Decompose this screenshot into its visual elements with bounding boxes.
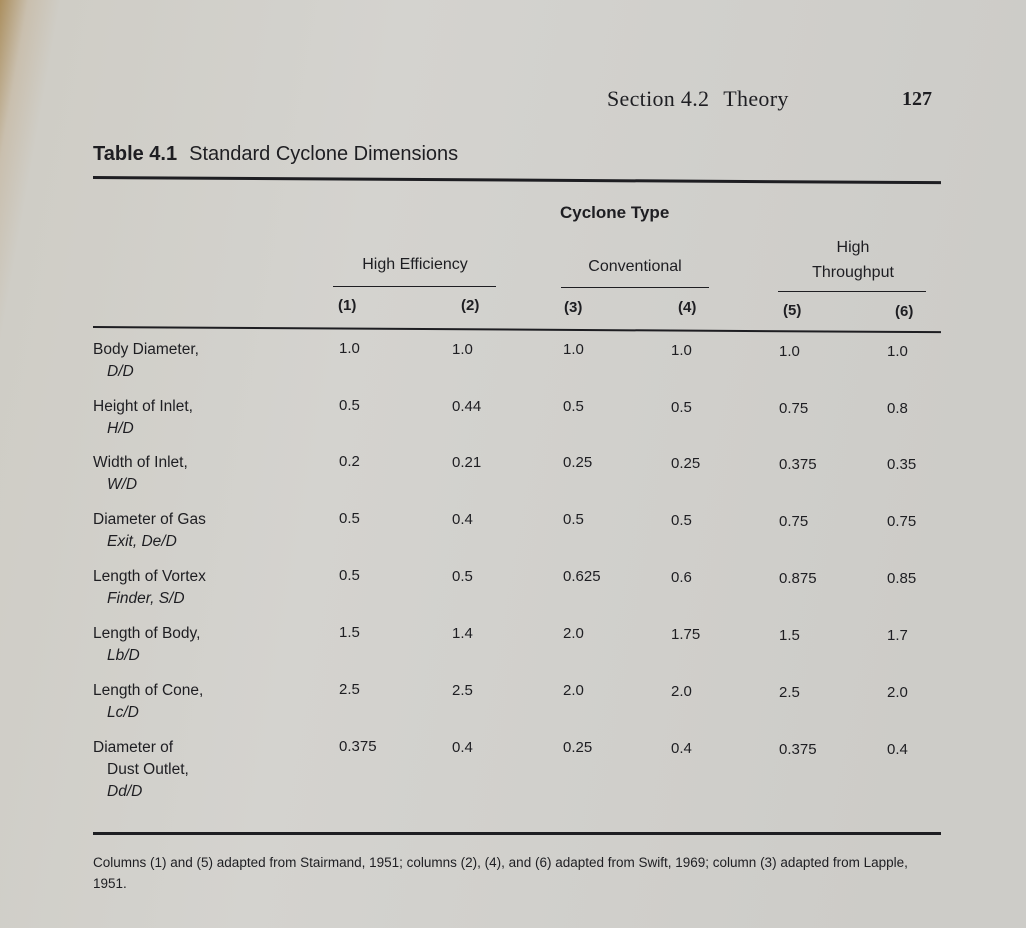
cell-col-6: 1.7	[887, 627, 908, 645]
row-label	[93, 737, 189, 803]
cell-col-3: 0.25	[563, 454, 593, 472]
cell-col-6: 0.35	[887, 456, 917, 474]
cell-col-2: 1.4	[452, 624, 473, 642]
section-title: Theory	[723, 86, 789, 111]
cell-col-5: 0.375	[779, 740, 817, 758]
row-label	[93, 680, 203, 724]
running-head	[607, 86, 789, 112]
cyclone-type-heading: Cyclone Type	[560, 203, 670, 222]
top-rule	[93, 176, 941, 184]
row-label-line-2: Finder, S/D	[107, 590, 185, 607]
row-label-line-1: Length of Vortex	[93, 568, 206, 585]
cell-col-5: 1.0	[779, 342, 800, 360]
section-label: Section 4.2	[607, 86, 710, 111]
table-title: Standard Cyclone Dimensions	[189, 143, 459, 165]
row-label	[93, 339, 199, 383]
bottom-rule	[93, 832, 941, 835]
table-footnote: Columns (1) and (5) adapted from Stairmand, 1951; columns (2), (4), and (6) adapted from Swift, 1969; column (3) adapted from Lapple, 1951.	[93, 855, 908, 891]
group-conventional	[556, 258, 714, 276]
cell-col-1: 0.5	[339, 397, 360, 414]
cell-col-3: 0.25	[563, 739, 593, 757]
group-label-line1: High	[836, 239, 870, 256]
row-label	[93, 509, 206, 553]
cell-col-3: 1.0	[563, 341, 584, 359]
page-number: 127	[902, 88, 932, 110]
row-label-line-1: Diameter of Gas	[93, 511, 206, 528]
cell-col-5: 0.375	[779, 455, 817, 473]
table-caption	[93, 143, 458, 166]
row-label	[93, 566, 206, 610]
row-label-line-2: Lc/D	[107, 704, 139, 721]
row-label	[93, 396, 193, 440]
group-label-line2: Throughput	[812, 264, 894, 281]
group-rule-high-throughput	[778, 291, 926, 292]
cell-col-5: 0.875	[779, 569, 817, 587]
cell-col-5: 1.5	[779, 626, 800, 644]
row-label-line-1: Width of Inlet,	[93, 454, 188, 471]
cell-col-2: 1.0	[452, 340, 473, 358]
group-rule-conventional	[561, 287, 709, 288]
row-label-line-3: Dd/D	[107, 783, 143, 800]
cell-col-6: 0.4	[887, 741, 908, 759]
column-number-2: (2)	[461, 297, 480, 314]
cell-col-2: 2.5	[452, 681, 473, 699]
cell-col-6: 0.75	[887, 513, 917, 531]
cell-col-3: 0.5	[563, 511, 584, 529]
header-rule	[93, 326, 941, 333]
cell-col-4: 0.5	[671, 511, 692, 529]
cell-col-6: 2.0	[887, 684, 908, 702]
row-label	[93, 452, 188, 496]
group-label: Conventional	[588, 258, 682, 275]
row-label	[93, 623, 200, 667]
cell-col-5: 0.75	[779, 512, 809, 530]
cell-col-5: 0.75	[779, 399, 809, 417]
cell-col-2: 0.4	[452, 738, 473, 756]
cell-col-1: 0.5	[339, 567, 360, 584]
cell-col-1: 0.5	[339, 510, 360, 527]
cell-col-1: 1.0	[339, 340, 360, 357]
group-high-efficiency	[330, 256, 500, 274]
cell-col-4: 2.0	[671, 682, 692, 700]
column-number-4: (4)	[678, 299, 697, 316]
cell-col-2: 0.4	[452, 510, 473, 528]
cell-col-2: 0.44	[452, 397, 482, 415]
row-label-line-2: H/D	[107, 420, 134, 437]
row-label-line-1: Length of Body,	[93, 625, 201, 642]
cell-col-5: 2.5	[779, 683, 800, 701]
cell-col-1: 0.2	[339, 453, 360, 470]
cell-col-1: 2.5	[339, 681, 360, 698]
cell-col-4: 0.6	[671, 568, 692, 586]
row-label-line-1: Diameter of	[93, 739, 174, 756]
cell-col-6: 0.8	[887, 400, 908, 418]
row-label-line-2: Dust Outlet,	[107, 761, 189, 778]
group-label: High Efficiency	[362, 256, 468, 273]
row-label-line-2: Exit, De/D	[107, 533, 177, 550]
cell-col-1: 0.375	[339, 738, 377, 755]
table-label: Table 4.1	[93, 143, 178, 165]
cell-col-3: 2.0	[563, 625, 584, 643]
cell-col-4: 0.5	[671, 398, 692, 416]
cell-col-4: 0.25	[671, 454, 701, 472]
cell-col-4: 0.4	[671, 739, 692, 757]
cell-col-4: 1.75	[671, 625, 701, 643]
cell-col-1: 1.5	[339, 624, 360, 641]
cell-col-3: 2.0	[563, 682, 584, 700]
row-label-line-1: Length of Cone,	[93, 682, 204, 699]
cell-col-6: 0.85	[887, 570, 917, 588]
column-number-1: (1)	[338, 297, 357, 314]
column-number-3: (3)	[564, 299, 583, 316]
cell-col-4: 1.0	[671, 341, 692, 359]
cell-col-3: 0.625	[563, 568, 601, 586]
cell-col-2: 0.5	[452, 567, 473, 585]
row-label-line-2: W/D	[107, 476, 138, 493]
row-label-line-1: Body Diameter,	[93, 341, 199, 358]
row-label-line-2: D/D	[107, 363, 134, 380]
group-rule-high-efficiency	[333, 286, 496, 287]
column-number-5: (5)	[783, 302, 802, 319]
column-number-6: (6)	[895, 303, 914, 320]
group-high-throughput	[774, 235, 932, 285]
cell-col-3: 0.5	[563, 398, 584, 416]
cell-col-6: 1.0	[887, 343, 908, 361]
cell-col-2: 0.21	[452, 453, 482, 471]
row-label-line-1: Height of Inlet,	[93, 398, 193, 415]
row-label-line-2: Lb/D	[107, 647, 140, 664]
